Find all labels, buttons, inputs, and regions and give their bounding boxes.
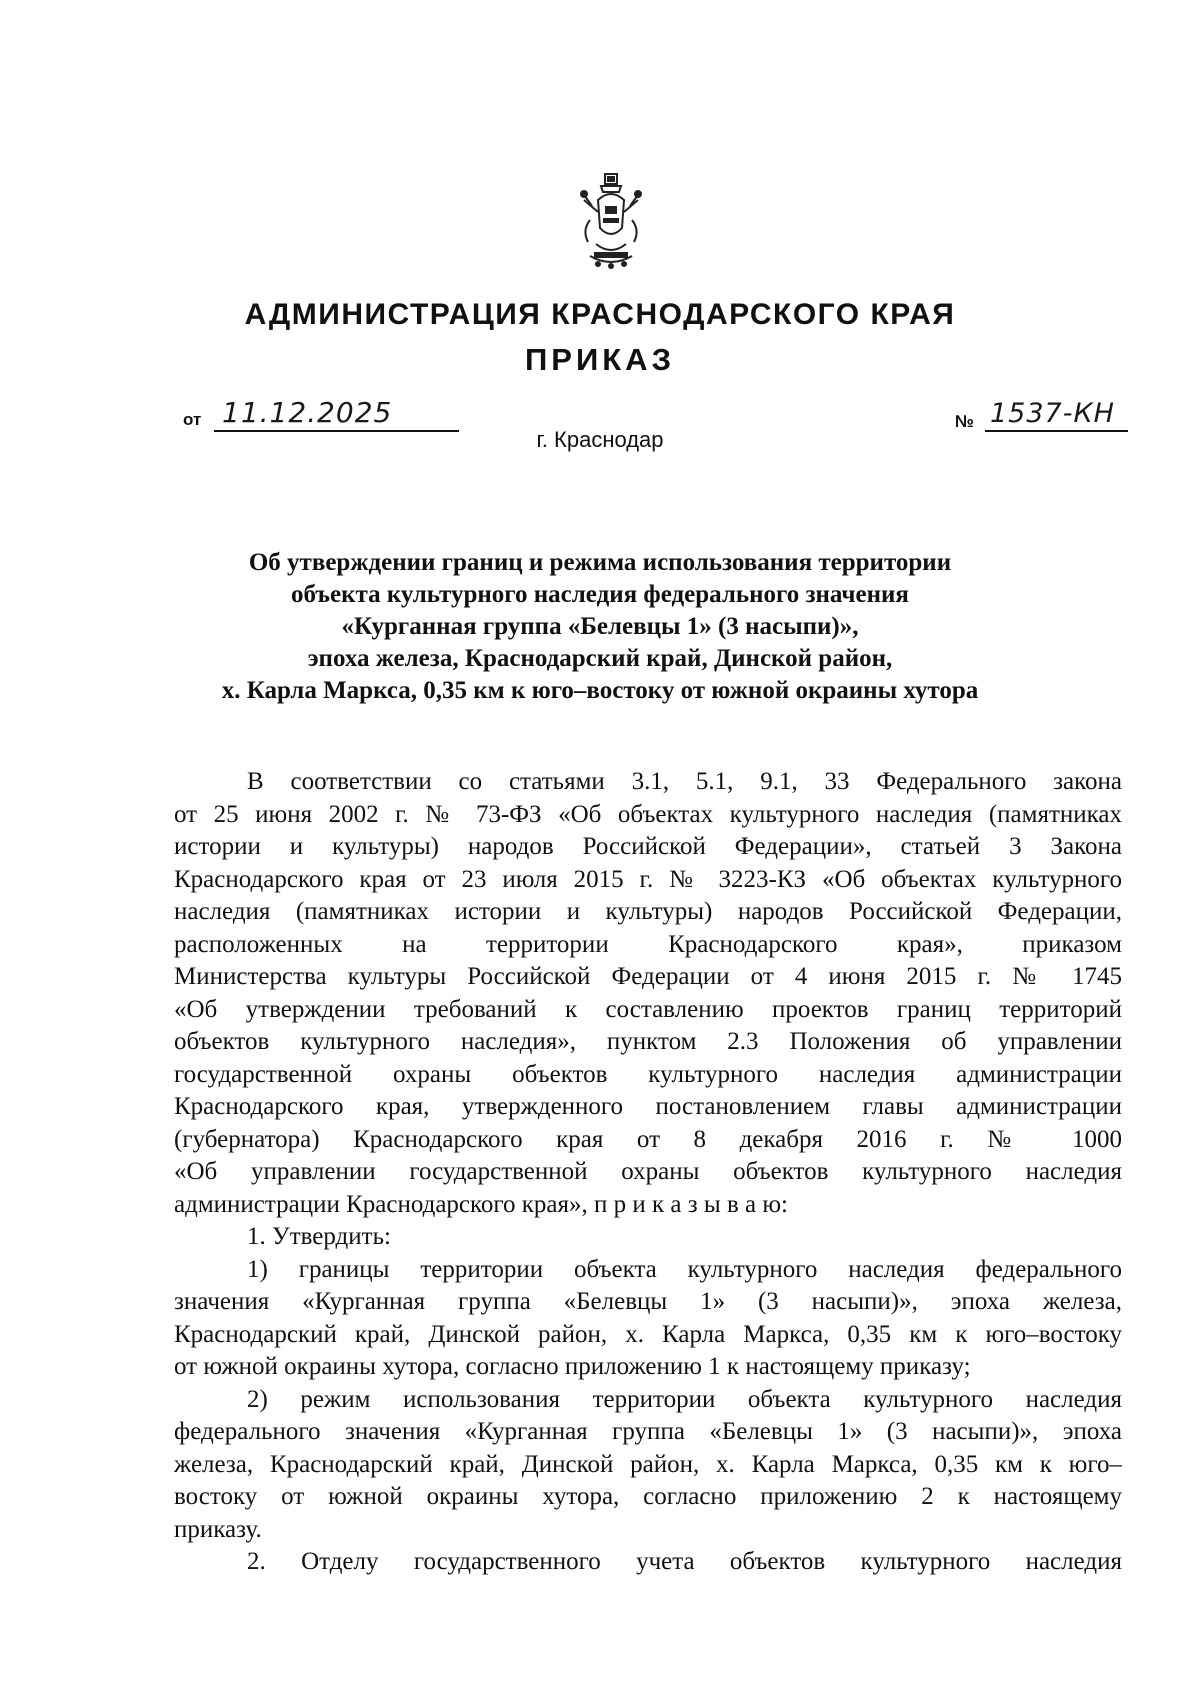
handwritten-number: 1537-КН (990, 398, 1115, 429)
body-line: железа, Краснодарский край, Динской район, х. Карла Маркса, 0,35 км к юго– (174, 1450, 1122, 1478)
body-line: 2. Отделу государственного учета объектов культурного наследия (247, 1548, 1122, 1575)
body-line: государственной охраны объектов культурного наследия администрации (174, 1060, 1122, 1088)
document-type: ПРИКАЗ (525, 342, 675, 377)
body-line: Краснодарский край, Динской район, х. Карла Маркса, 0,35 км к юго–востоку (174, 1320, 1122, 1348)
title-line: Об утверждении границ и режима использования территории (248, 549, 952, 576)
title-line: х. Карла Маркса, 0,35 км к юго–востоку от южной окраины хутора (221, 677, 979, 704)
body-line: от южной окраины хутора, согласно приложению 1 к настоящему приказу; (174, 1353, 971, 1380)
body-line: объектов культурного наследия», пунктом 2.3 Положения об управлении (174, 1028, 1122, 1055)
number-label: № (955, 412, 974, 431)
body-line: 2) режим использования территории объекта культурного наследия (247, 1385, 1122, 1413)
body-line: от 25 июня 2002 г. № 73-ФЗ «Об объектах культурного наследия (памятниках (174, 800, 1122, 828)
document-body (174, 766, 1122, 1579)
title-line: объекта культурного наследия федерального значения (291, 581, 909, 608)
body-line: 1. Утвердить: (247, 1223, 391, 1250)
body-line: Краснодарского края, утвержденного постановлением главы администрации (174, 1093, 1122, 1120)
body-line: востоку от южной окраины хутора, согласно приложению 2 к настоящему (174, 1483, 1122, 1510)
body-line: Краснодарского края от 23 июля 2015 г. № 3223-КЗ «Об объектах культурного (174, 865, 1122, 893)
body-line: расположенных на территории Краснодарского края», приказом (174, 930, 1122, 958)
organization-name: АДМИНИСТРАЦИЯ КРАСНОДАРСКОГО КРАЯ (244, 298, 956, 331)
body-line: истории и культуры) народов Российской Федерации», статьей 3 Закона (174, 833, 1122, 860)
body-line: Министерства культуры Российской Федерации от 4 июня 2015 г. № 1745 (174, 963, 1122, 990)
body-line: приказу. (174, 1515, 262, 1543)
document-title (0, 547, 1200, 707)
coat-of-arms-emblem (576, 170, 646, 274)
title-line: «Курганная группа «Белевцы 1» (3 насыпи)», (341, 613, 859, 640)
body-line: «Об управлении государственной охраны объектов культурного наследия (174, 1158, 1122, 1185)
body-line: наследия (памятниках истории и культуры) народов Российской Федерации, (174, 898, 1122, 925)
city-line: г. Краснодар (536, 427, 664, 452)
body-line: (губернатора) Краснодарского края от 8 декабря 2016 г. № 1000 (174, 1125, 1122, 1153)
body-line: «Об утверждении требований к составлению проектов границ территорий (174, 995, 1122, 1023)
body-line: федерального значения «Курганная группа «Белевцы 1» (3 насыпи)», эпоха (174, 1418, 1122, 1445)
handwritten-date: 11.12.2025 (222, 396, 393, 429)
number-underline (985, 430, 1128, 432)
body-line: значения «Курганная группа «Белевцы 1» (3 насыпи)», эпоха железа, (174, 1288, 1122, 1315)
date-label: от (183, 410, 202, 429)
body-line: 1) границы территории объекта культурного наследия федерального (247, 1255, 1122, 1283)
body-line: В соответствии со статьями 3.1, 5.1, 9.1, 33 Федерального закона (247, 768, 1122, 795)
title-line: эпоха железа, Краснодарский край, Динской район, (307, 645, 893, 672)
body-line: администрации Краснодарского края», п р и к а з ы в а ю: (174, 1190, 788, 1218)
